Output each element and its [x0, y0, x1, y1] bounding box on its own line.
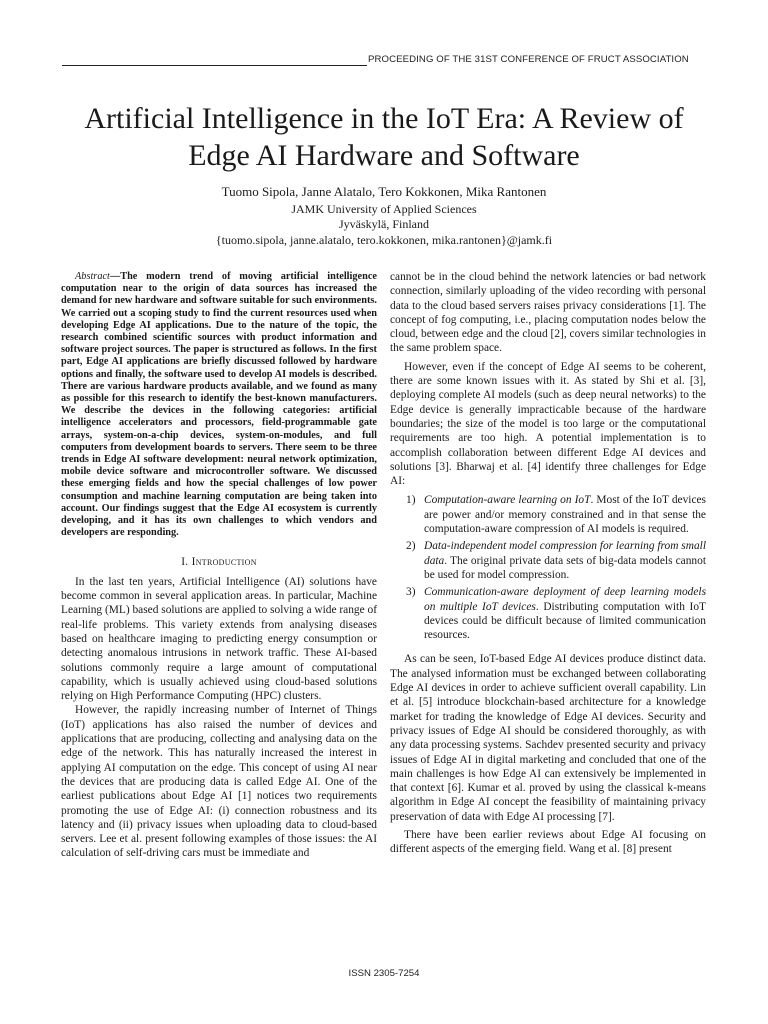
right-paragraph-4: There have been earlier reviews about Edge AI focusing on different aspects of the emerging field. Wang et al. [8] present: [390, 828, 706, 856]
intro-paragraph-1: In the last ten years, Artificial Intelligence (AI) solutions have become common in several application areas. In particular, Machine Learning (ML) based solutions are applied to solving a wide range of real-life problems. This variety extends from analysing diseases based on healthcare imaging to predicting energy consumption or detecting anomalous intrusions in network traffic. These AI-based solutions commonly require a large amount of computational capability, which is usually achieved using cloud-based solutions relying on High Performance Computing (HPC) clusters.: [61, 575, 378, 703]
challenge-item: [406, 585, 706, 642]
title-line-2: Edge AI Hardware and Software: [188, 139, 580, 172]
right-paragraph-3: As can be seen, IoT-based Edge AI devices produce distinct data. The analysed information must be exchanged between collaborating Edge AI devices in order to achieve sufficient overall capability. Lin et al. [5] introduce blockchain-based architecture for a knowledge market for trading the knowledge of Edge AI devices. Security and privacy issues of Edge AI should be considered thoroughly, as with any data processing systems. Sachdev presented security and privacy issues of Edge AI in digital marketing and concluded that one of the main challenges is how Edge AI can extensively be implemented in that context [6]. Kumar et al. proved by using the classical k-means algorithm in Edge AI concept the feasibility of maintaining privacy preservation of data with Edge AI processing [7].: [390, 653, 706, 823]
challenge-number: 3): [406, 586, 416, 599]
abstract-lead: Abstract: [75, 271, 110, 282]
author-emails: {tuomo.sipola, janne.alatalo, tero.kokkonen, mika.rantonen}@jamk.fi: [215, 233, 553, 247]
challenge-title: Computation-aware learning on IoT: [424, 494, 591, 507]
section-number: I.: [181, 556, 189, 569]
challenge-item: [406, 493, 706, 536]
section-title: Introduction: [191, 556, 257, 569]
abstract: [61, 271, 377, 539]
left-column: [61, 271, 377, 861]
author-list: Tuomo Sipola, Janne Alatalo, Tero Kokkonen, Mika Rantonen: [221, 184, 547, 199]
challenge-item: [406, 539, 706, 582]
issn-footer: ISSN 2305-7254: [348, 968, 420, 979]
location: Jyväskylä, Finland: [339, 217, 429, 231]
section-heading-introduction: [61, 555, 377, 569]
abstract-text: —The modern trend of moving artificial intelligence computation near to the origin of data sources has increased the demand for new hardware and software suitable for such environments. We carried out a scoping study to find the current resources used when developing Edge AI applications. Due to the nature of the topic, the research combined scientific sources with product information and software project sources. The paper is structured as follows. In the first part, Edge AI applications are briefly discussed followed by hardware options and finally, the software used to develop AI models is described. There are various hardware products available, and we found as many as possible for this research to identify the best-known manufacturers. We describe the devices in the following categories: artificial intelligence accelerators and processors, field-programmable gate arrays, system-on-a-chip devices, system-on-modules, and full computers from development boards to servers. There seem to be three trends in Edge AI software development: neural network optimization, mobile device software and microcontroller software. We discussed these emerging fields and how the special challenges of low power consumption and machine learning computation are being taken into account. Our findings suggest that the Edge AI ecosystem is currently developing, and it has its own challenges to which vendors and developers are responding.: [61, 271, 377, 539]
challenge-list: [390, 493, 706, 642]
challenge-title: Communication-aware deployment of deep learning models on multiple IoT devices: [424, 586, 706, 613]
title-line-1: Artificial Intelligence in the IoT Era: A Review of: [84, 102, 684, 135]
challenge-text: . Most of the IoT devices are power and/or memory constrained and in that sense the computation-aware compression of AI models is required.: [424, 494, 706, 536]
challenge-text: . The original private data sets of big-data models cannot be used for model compression.: [424, 554, 706, 581]
challenge-number: 2): [406, 540, 416, 553]
paper-title: [40, 100, 728, 174]
header-rule: [62, 65, 367, 66]
intro-paragraph-2: However, the rapidly increasing number of Internet of Things (IoT) applications has also raised the number of devices and applications that are producing, collecting and analysing data on the edge of the network. This has naturally increased the interest in applying AI computation on the edge. This concept of using AI near the devices that are producing data is called Edge AI. One of the earliest publications about Edge AI [1] notices two requirements promoting the use of Edge AI: (i) connection robustness and its latency and (ii) privacy issues when uploading data to cloud-based servers. Lee et al. present following examples of those issues: the AI calculation of self-driving cars must be immediate and: [61, 704, 377, 860]
right-paragraph-1: cannot be in the cloud behind the network latencies or bad network connection, similarly uploading of the video recording with personal data to the cloud based servers raises privacy considerations [1]. The concept of fog computing, i.e., placing computation nodes below the cloud, between edge and the cloud [2], covers similar technologies in the same problem space.: [390, 271, 706, 355]
affiliation: JAMK University of Applied Sciences: [291, 202, 477, 216]
challenge-text: . Distributing computation with IoT devices could be difficult because of limited communication resources.: [424, 600, 706, 642]
conference-header: PROCEEDING OF THE 31ST CONFERENCE OF FRUCT ASSOCIATION: [368, 54, 689, 65]
challenge-title: Data-independent model compression for learning from small data: [424, 540, 706, 567]
right-paragraph-2: However, even if the concept of Edge AI seems to be coherent, there are some known issues with it. As stated by Shi et al. [3], deploying complete AI models (such as deep neural networks) to the Edge device is generally impracticable because of the hardware boundaries; the size of the model is too large or the computational requirements are too high. A potential implementation is to accomplish collaboration between different Edge AI devices and solutions [3]. Bharwaj et al. [4] identify three challenges for Edge AI:: [390, 360, 706, 488]
challenge-number: 1): [406, 494, 416, 507]
right-column: [390, 270, 706, 857]
